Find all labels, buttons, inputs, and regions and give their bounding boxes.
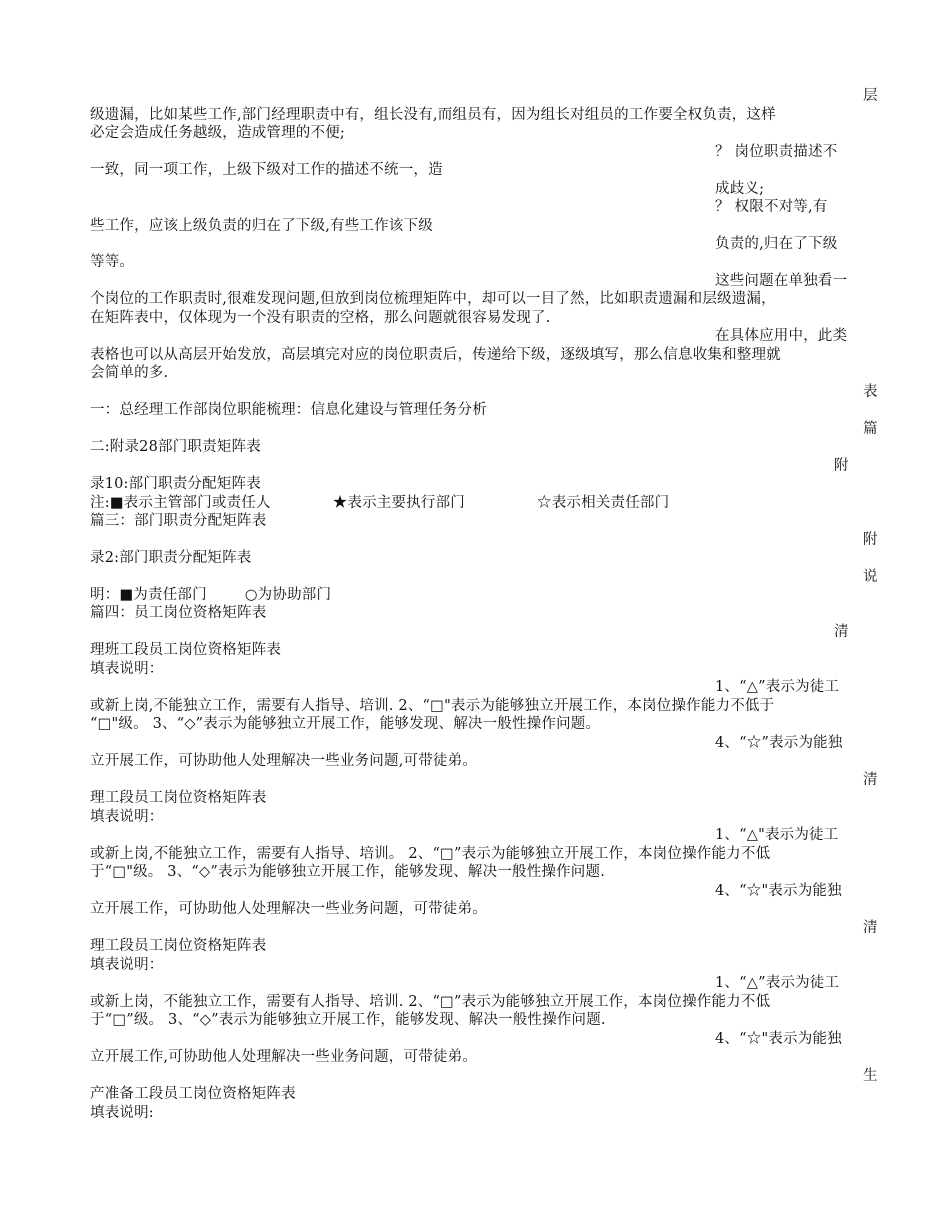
text-line: 表格也可以从高层开始发放，高层填完对应的岗位职责后，传递给下级，逐级填写，那么信息收集和整理就 (90, 347, 781, 363)
text-line: 个岗位的工作职责时,很难发现问题,但放到岗位梳理矩阵中，却可以一目了然，比如职责遗漏和层级遗漏， (90, 291, 776, 307)
text-line: 4、“☆”表示为能独 (715, 735, 843, 751)
text-line: 这些问题在单独看一 (715, 273, 848, 289)
text-line: 1、“△”表示为徒工 (715, 975, 840, 991)
text-line: 等等。 (90, 254, 135, 270)
text-line: 篇 (863, 421, 878, 437)
text-line: 于“□”级。 3、“◇”表示为能够独立开展工作，能够发现、解决一般性操作问题. (90, 1012, 606, 1028)
text-line: 1、“△”表示为徒工 (715, 679, 840, 695)
section-heading: 录2:部门职责分配矩阵表 (90, 550, 252, 566)
text-line: 会简单的多. (90, 365, 169, 381)
text-line: 层 (863, 88, 878, 104)
text-line: 于“□"级。 3、“◇”表示为能够独立开展工作，能够发现、解决一般性操作问题. (90, 864, 605, 880)
text-line: 立开展工作，可协助他人处理解决一些业务问题,可带徒弟。 (90, 753, 478, 769)
text-line: 填表说明： (90, 809, 164, 825)
text-line: 必定会造成任务越级，造成管理的不便; (90, 125, 345, 141)
text-line: 立开展工作,可协助他人处理解决一些业务问题，可带徒弟。 (90, 1049, 478, 1065)
text-line: 成歧义; (715, 181, 765, 197)
section-heading: 理工段员工岗位资格矩阵表 (90, 938, 267, 954)
section-heading: 篇四：员工岗位资格矩阵表 (90, 605, 267, 621)
section-heading: 理班工段员工岗位资格矩阵表 (90, 642, 282, 658)
legend-item: 注:■表示主管部门或责任人 (90, 495, 271, 511)
text-line: “□"级。 3、“◇”表示为能够独立开展工作，能够发现、解决一般性操作问题。 (90, 716, 601, 732)
text-line: ？ 岗位职责描述不 (715, 144, 838, 160)
text-line: 1、“△"表示为徒工 (715, 827, 839, 843)
legend-item: ☆表示相关责任部门 (537, 495, 670, 511)
legend-item: ★表示主要执行部门 (332, 495, 465, 511)
text-line: 附 (863, 532, 878, 548)
section-heading: 理工段员工岗位资格矩阵表 (90, 790, 267, 806)
text-line: 或新上岗,不能独立工作，需要有人指导、培训。 2、“□”表示为能够独立开展工作，本岗位操作能力不低 (90, 846, 771, 862)
text-line: 在具体应用中，此类 (715, 328, 848, 344)
text-line: 些工作，应该上级负责的归在了下级,有些工作该下级 (90, 218, 433, 234)
text-line: 说 (863, 569, 878, 585)
text-line: 一致，同一项工作，上级下级对工作的描述不统一，造 (90, 162, 443, 178)
legend-line (90, 586, 331, 604)
section-heading: 产准备工段员工岗位资格矩阵表 (90, 1086, 296, 1102)
text-line: 附 (834, 458, 849, 474)
text-line: 清 (863, 772, 878, 788)
section-heading: 篇三：部门职责分配矩阵表 (90, 513, 267, 529)
text-line: 填表说明: (90, 1105, 154, 1121)
text-line: 填表说明： (90, 661, 164, 677)
text-line: 清 (834, 624, 849, 640)
legend-item: ○为协助部门 (244, 587, 332, 603)
legend-item: 明：■为责任部门 (90, 587, 207, 603)
text-line: 4、“☆"表示为能独 (715, 1031, 842, 1047)
text-line: 生 (863, 1068, 878, 1084)
text-line: 立开展工作，可协助他人处理解决一些业务问题，可带徒弟。 (90, 901, 487, 917)
text-line: ？ 权限不对等,有 (715, 199, 828, 215)
text-line: 清 (863, 920, 878, 936)
text-line: 填表说明： (90, 957, 164, 973)
text-line: 级遗漏，比如某些工作,部门经理职责中有，组长没有,而组员有，因为组长对组员的工作要全权负责，这样 (90, 107, 776, 123)
section-heading: 录10:部门职责分配矩阵表 (90, 476, 261, 492)
section-heading: 二:附录28部门职责矩阵表 (90, 439, 261, 455)
text-line: 表 (863, 384, 878, 400)
section-heading: 一：总经理工作部岗位职能梳理：信息化建设与管理任务分析 (90, 402, 487, 418)
text-line: 负责的,归在了下级 (715, 236, 838, 252)
text-line: 在矩阵表中，仅体现为一个没有职责的空格，那么问题就很容易发现了. (90, 310, 551, 326)
text-line: 或新上岗,不能独立工作，需要有人指导、培训. 2、“□"表示为能够独立开展工作，本岗位操作能力不低于 (90, 698, 775, 714)
text-line: 4、“☆"表示为能独 (715, 883, 842, 899)
legend-line (90, 494, 669, 512)
text-line: 或新上岗，不能独立工作，需要有人指导、培训. 2、“□”表示为能够独立开展工作，本岗位操作能力不低 (90, 994, 771, 1010)
